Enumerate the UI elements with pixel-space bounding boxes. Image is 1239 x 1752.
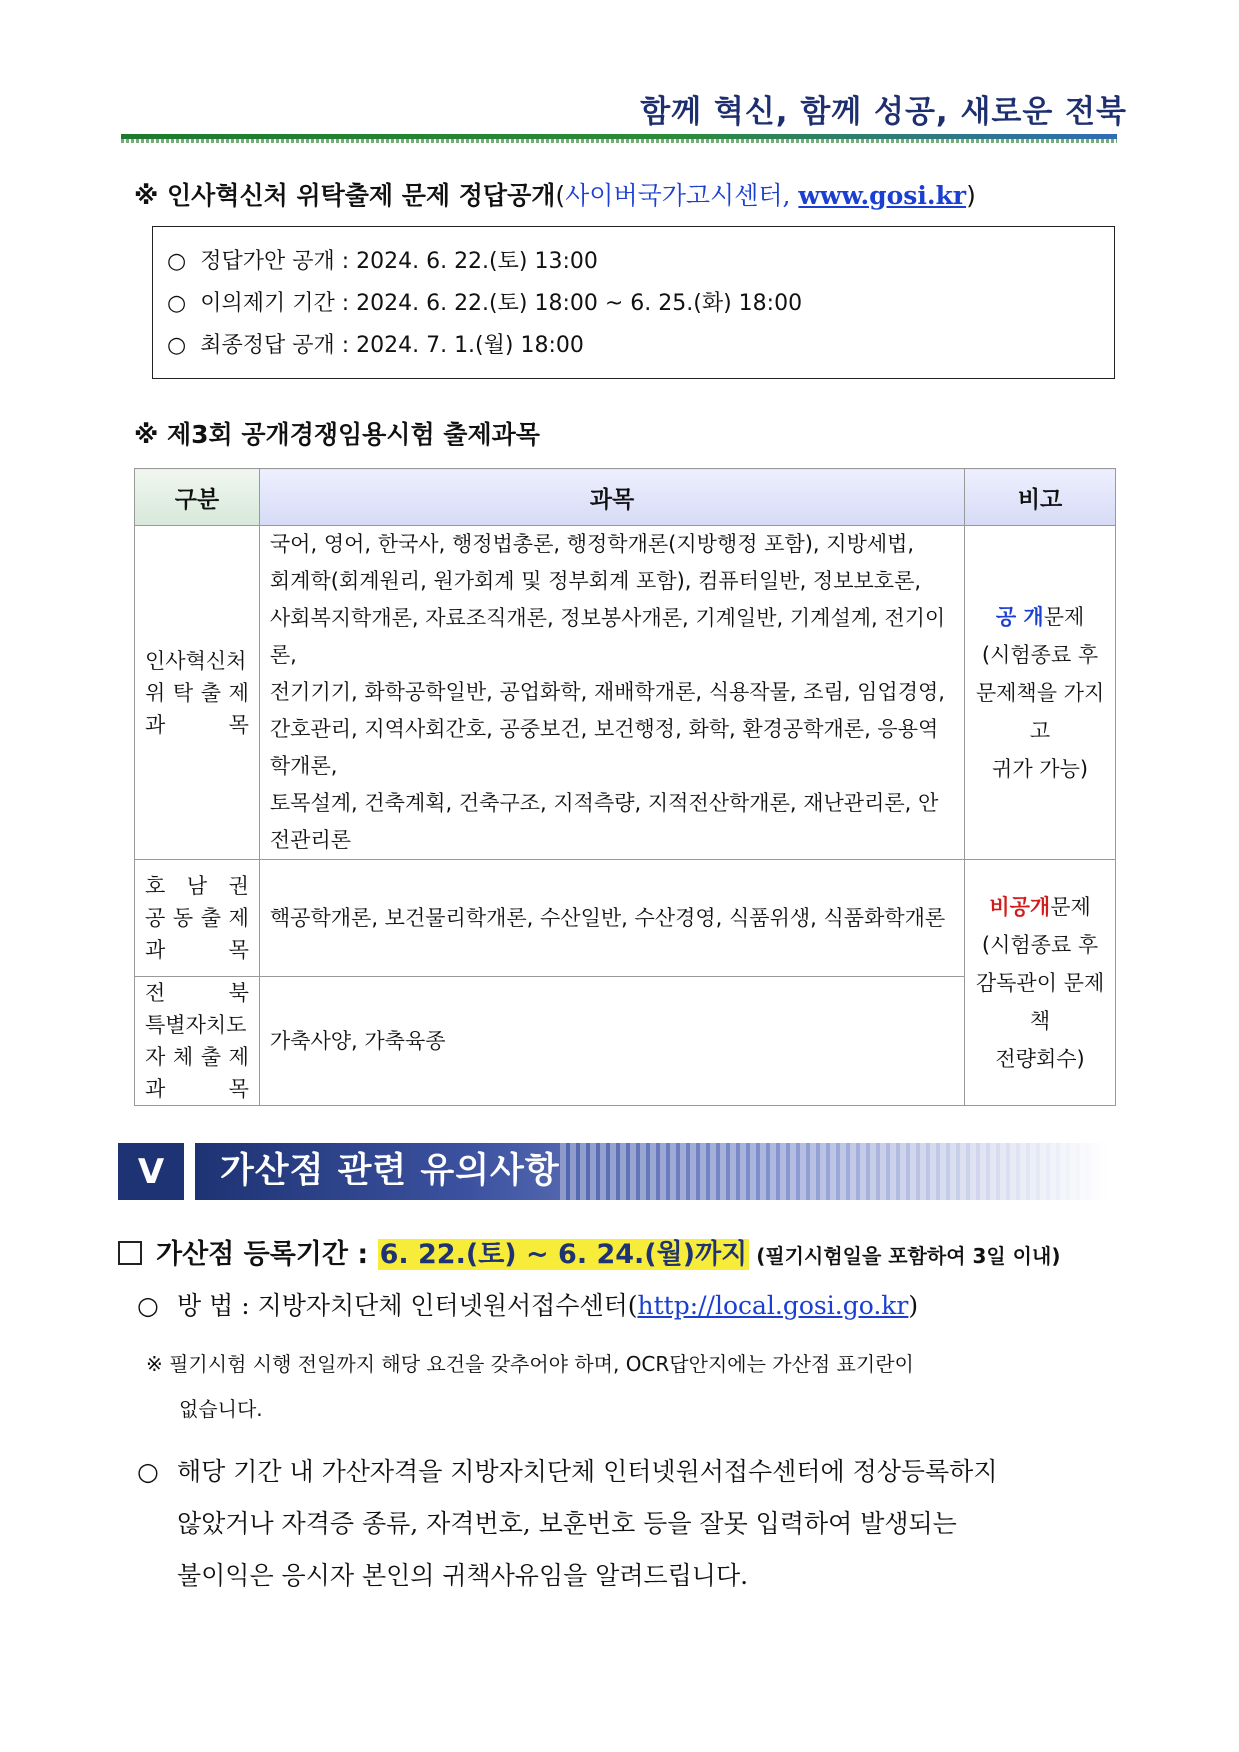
answer-title-center: 사이버국가고시센터, [565,181,799,210]
subject-line: 가축사양, 가축육종 [269,1028,446,1053]
subjects-section-title: ※ 제3회 공개경쟁임용시험 출제과목 [134,420,540,449]
subject-line: 토목설계, 건축계획, 건축구조, 지적측량, 지적전산학개론, 재난관리론, 안전관리론 [269,791,939,852]
note-cell [965,526,1116,860]
note-line: (시험종료 후 [981,642,1099,667]
header-category: 구분 [135,469,260,526]
circle-bullet-icon: ○ [137,1457,159,1486]
registration-note: (필기시험일을 포함하여 3일 이내) [749,1244,1061,1268]
subjects-cell [259,860,964,977]
note-status-rest: 문제 [1050,894,1091,919]
category-line: 호 남 권 [145,874,249,898]
note-cell [965,860,1116,1106]
section-title: 가산점 관련 유의사항 [220,1151,560,1191]
note-line: 전량회수) [995,1046,1085,1071]
table-header-row [135,469,1116,526]
note-status [966,888,1114,926]
category-line: 과 목 [145,938,249,962]
method-close: ) [908,1291,919,1320]
schedule-text: 최종정답 공개 : 2024. 7. 1.(월) 18:00 [200,333,584,358]
circle-bullet-icon: ○ [167,333,187,358]
section-number: V [118,1143,184,1200]
category-line: 위 탁 출 제 [145,680,249,705]
category-cell [135,860,260,977]
category-line: 특별자치도 [145,1013,247,1037]
category-line: 자 체 출 제 [145,1045,249,1069]
note-line: 감독관이 문제책 [975,970,1105,1033]
category-line: 과 목 [145,1077,249,1101]
subject-line: 간호관리, 지역사회간호, 공중보건, 보건행정, 화학, 환경공학개론, 응용역학개론, [269,717,939,778]
para-text: 해당 기간 내 가산자격을 지방자치단체 인터넷원서접수센터에 정상등록하지 [177,1457,998,1486]
schedule-box [152,226,1115,379]
subjects-cell [259,526,964,860]
circle-bullet-icon: ○ [167,291,187,316]
registration-period [118,1232,1060,1271]
header-subjects: 과목 [259,469,964,526]
local-gosi-link[interactable]: http://local.gosi.go.kr [637,1291,909,1320]
ocr-note [146,1342,914,1432]
note-line: 귀가 가능) [992,756,1089,781]
subject-line: 핵공학개론, 보건물리학개론, 수산일반, 수산경영, 식품위생, 식품화학개론 [269,905,946,930]
subject-line: 국어, 영어, 한국사, 행정법총론, 행정학개론(지방행정 포함), 지방세법, [269,532,915,556]
subject-line: 회계학(회계원리, 원가회계 및 정부회계 포함), 컴퓨터일반, 정보보호론, [269,569,922,593]
square-bullet-icon [118,1241,142,1265]
subjects-table [134,468,1116,1106]
para-line [137,1446,1117,1498]
category-line: 인사혁신처 [145,648,247,673]
schedule-text: 정답가안 공개 : 2024. 6. 22.(토) 13:00 [200,249,598,274]
category-line: 공 동 출 제 [145,906,249,930]
answer-title-paren-open: ( [555,181,566,210]
para-line: 불이익은 응시자 본인의 귀책사유임을 알려드립니다. [177,1561,749,1590]
note-highlight: 공 개 [995,604,1044,629]
note-status-rest: 문제 [1043,604,1085,629]
note-line: (시험종료 후 [981,932,1099,957]
subject-line: 전기기기, 화학공학일반, 공업화학, 재배학개론, 식용작물, 조림, 임업경영, [269,680,945,704]
note-line: 없습니다. [179,1397,263,1421]
answer-title-text: ※ 인사혁신처 위탁출제 문제 정답공개 [134,181,556,210]
gosi-link[interactable]: www.gosi.kr [798,181,967,210]
note-status [966,598,1114,636]
header-slogan: 함께 혁신, 함께 성공, 새로운 전북 [640,94,1127,130]
registration-dates: 6. 22.(토) ~ 6. 24.(월)까지 [379,1239,748,1270]
answer-section-title [134,176,976,212]
category-cell [135,977,260,1106]
note-line: ※ 필기시험 시행 전일까지 해당 요건을 갖추어야 하며, OCR답안지에는 가산점 표기란이 [146,1352,914,1376]
circle-bullet-icon: ○ [167,249,187,274]
table-row [135,526,1116,860]
subjects-cell [259,977,964,1106]
note-highlight: 비공개 [989,894,1051,919]
schedule-item [153,245,1114,287]
table-row [135,860,1116,977]
liability-paragraph [137,1446,1117,1602]
subject-line: 사회복지학개론, 자료조직개론, 정보봉사개론, 기계일반, 기계설계, 전기이론, [269,606,946,667]
registration-label: 가산점 등록기간 : [156,1239,378,1270]
header-rule-dots [121,139,1117,143]
section-banner-pattern [560,1143,1107,1200]
circle-bullet-icon: ○ [137,1291,159,1320]
note-line: 문제책을 가지고 [975,680,1105,743]
para-line: 않았거나 자격증 종류, 자격번호, 보훈번호 등을 잘못 입력하여 발생되는 [177,1509,957,1538]
header-note: 비고 [965,469,1116,526]
method-label: 방 법 : 지방자치단체 인터넷원서접수센터( [177,1291,638,1320]
category-line: 과 목 [145,712,249,737]
schedule-text: 이의제기 기간 : 2024. 6. 22.(토) 18:00 ~ 6. 25.(화) 18:00 [200,291,803,316]
category-cell [135,526,260,860]
schedule-item [153,287,1114,329]
schedule-item [153,329,1114,371]
category-line: 전 북 [145,981,249,1005]
method-line [137,1286,918,1322]
answer-title-paren-close: ) [966,181,976,210]
